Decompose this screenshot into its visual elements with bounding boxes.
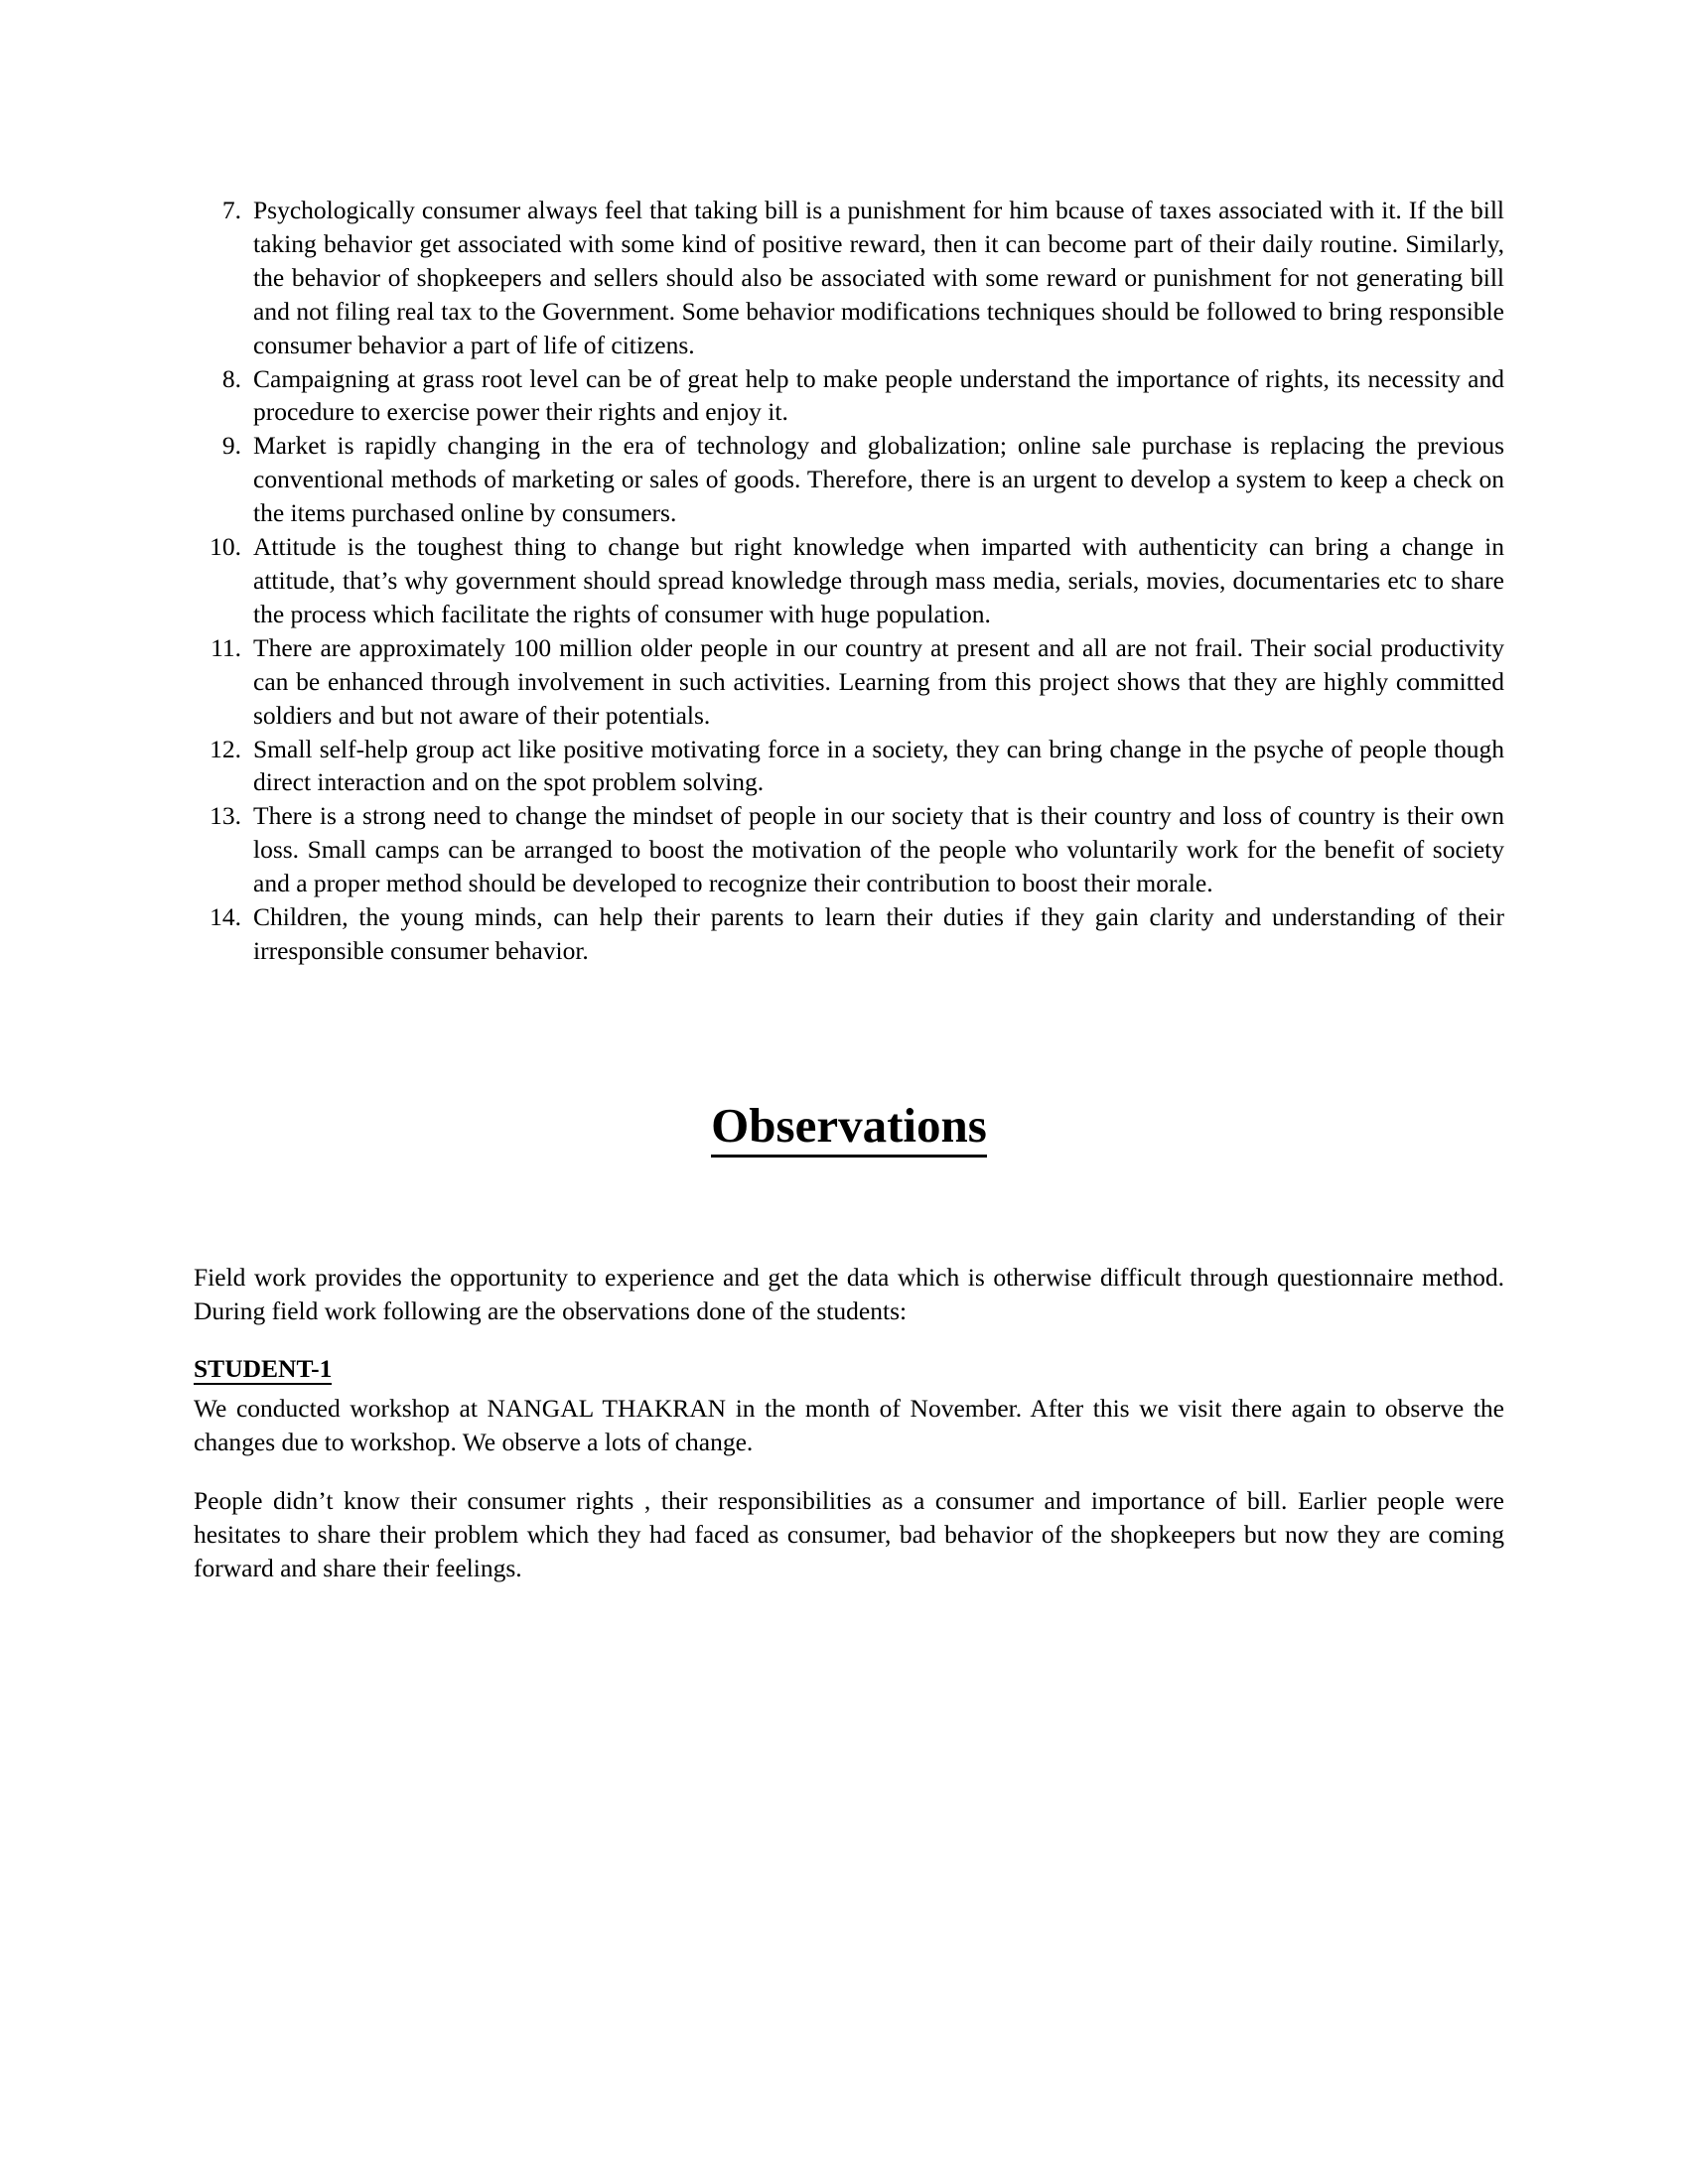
list-item-number: 8. bbox=[221, 363, 241, 393]
list-item-text: Small self-help group act like positive motivating force in a society, they can bring change in the psyche of people though direct interaction and on the spot problem solving. bbox=[253, 734, 1504, 797]
list-item bbox=[194, 362, 1504, 430]
list-item bbox=[194, 429, 1504, 530]
list-item-text: Attitude is the toughest thing to change but right knowledge when imparted with authenticity can bring a change in attitude, that’s why government should spread knowledge through mass media, serials, movies, documentaries etc to share the process which facilitate the rights of consumer with huge population. bbox=[253, 532, 1504, 628]
list-item-number: 10. bbox=[210, 532, 241, 562]
intro-paragraph: Field work provides the opportunity to experience and get the data which is otherwise difficult through questionnaire method. During field work following are the observations done of the students: bbox=[194, 1262, 1504, 1325]
student-heading bbox=[194, 1354, 1504, 1384]
list-item-number: 7. bbox=[221, 196, 241, 224]
list-item-text: There is a strong need to change the mindset of people in our society that is their country and loss of country is their own loss. Small camps can be arranged to boost the motivation of the people who voluntarily work for the benefit of society and a proper method should be developed to recognize their contribution to boost their morale. bbox=[253, 801, 1504, 898]
list-item-text: Market is rapidly changing in the era of technology and globalization; online sale purchase is replacing the previous conventional methods of marketing or sales of goods. Therefore, there is an urgent to develop a system to keep a check on the items purchased online by consumers. bbox=[253, 431, 1504, 528]
page-title bbox=[194, 1097, 1504, 1154]
student-paragraph: We conducted workshop at NANGAL THAKRAN in the month of November. After this we visit there again to observe the changes due to workshop. We observe a lots of change. bbox=[194, 1393, 1504, 1456]
list-item bbox=[194, 631, 1504, 733]
list-item-text: Psychologically consumer always feel that taking bill is a punishment for him bcause of taxes associated with it. If the bill taking behavior get associated with some kind of positive reward, then it can become part of their daily routine. Similarly, the behavior of shopkeepers and sellers should also be associated with some reward or punishment for not generating bill and not filing real tax to the Government. Some behavior modifications techniques should be followed to bring responsible consumer behavior a part of life of citizens. bbox=[253, 196, 1504, 359]
list-item bbox=[194, 530, 1504, 631]
page-title-text: Observations bbox=[711, 1098, 987, 1158]
list-item-number: 12. bbox=[210, 734, 241, 763]
list-item-text: Campaigning at grass root level can be of great help to make people understand the importance of rights, its necessity and procedure to exercise power their rights and enjoy it. bbox=[253, 363, 1504, 427]
student-heading-text: STUDENT-1 bbox=[194, 1353, 333, 1383]
list-item-number: 9. bbox=[221, 431, 241, 461]
list-item-text: Children, the young minds, can help their parents to learn their duties if they gain clarity and understanding of their irresponsible consumer behavior. bbox=[253, 902, 1504, 965]
list-item bbox=[194, 799, 1504, 900]
section-spacer bbox=[194, 968, 1504, 1097]
list-item-number: 13. bbox=[210, 801, 241, 831]
list-item bbox=[194, 733, 1504, 800]
list-item-text: There are approximately 100 million older people in our country at present and all are not frail. Their social productivity can be enhanced through involvement in such activities. Learning from this project shows that they are highly committed soldiers and but not aware of their potentials. bbox=[253, 632, 1504, 730]
title-spacer bbox=[194, 1154, 1504, 1261]
list-item bbox=[194, 900, 1504, 968]
list-item-number: 11. bbox=[211, 632, 241, 662]
recommendations-list bbox=[194, 194, 1504, 968]
list-item bbox=[194, 194, 1504, 362]
list-item-number: 14. bbox=[210, 902, 241, 932]
student-paragraph: People didn’t know their consumer rights , their responsibilities as a consumer and importance of bill. Earlier people were hesitates to share their problem which they had faced as consumer, bad behavior of the shopkeepers but now they are coming forward and share their feelings. bbox=[194, 1486, 1504, 1583]
